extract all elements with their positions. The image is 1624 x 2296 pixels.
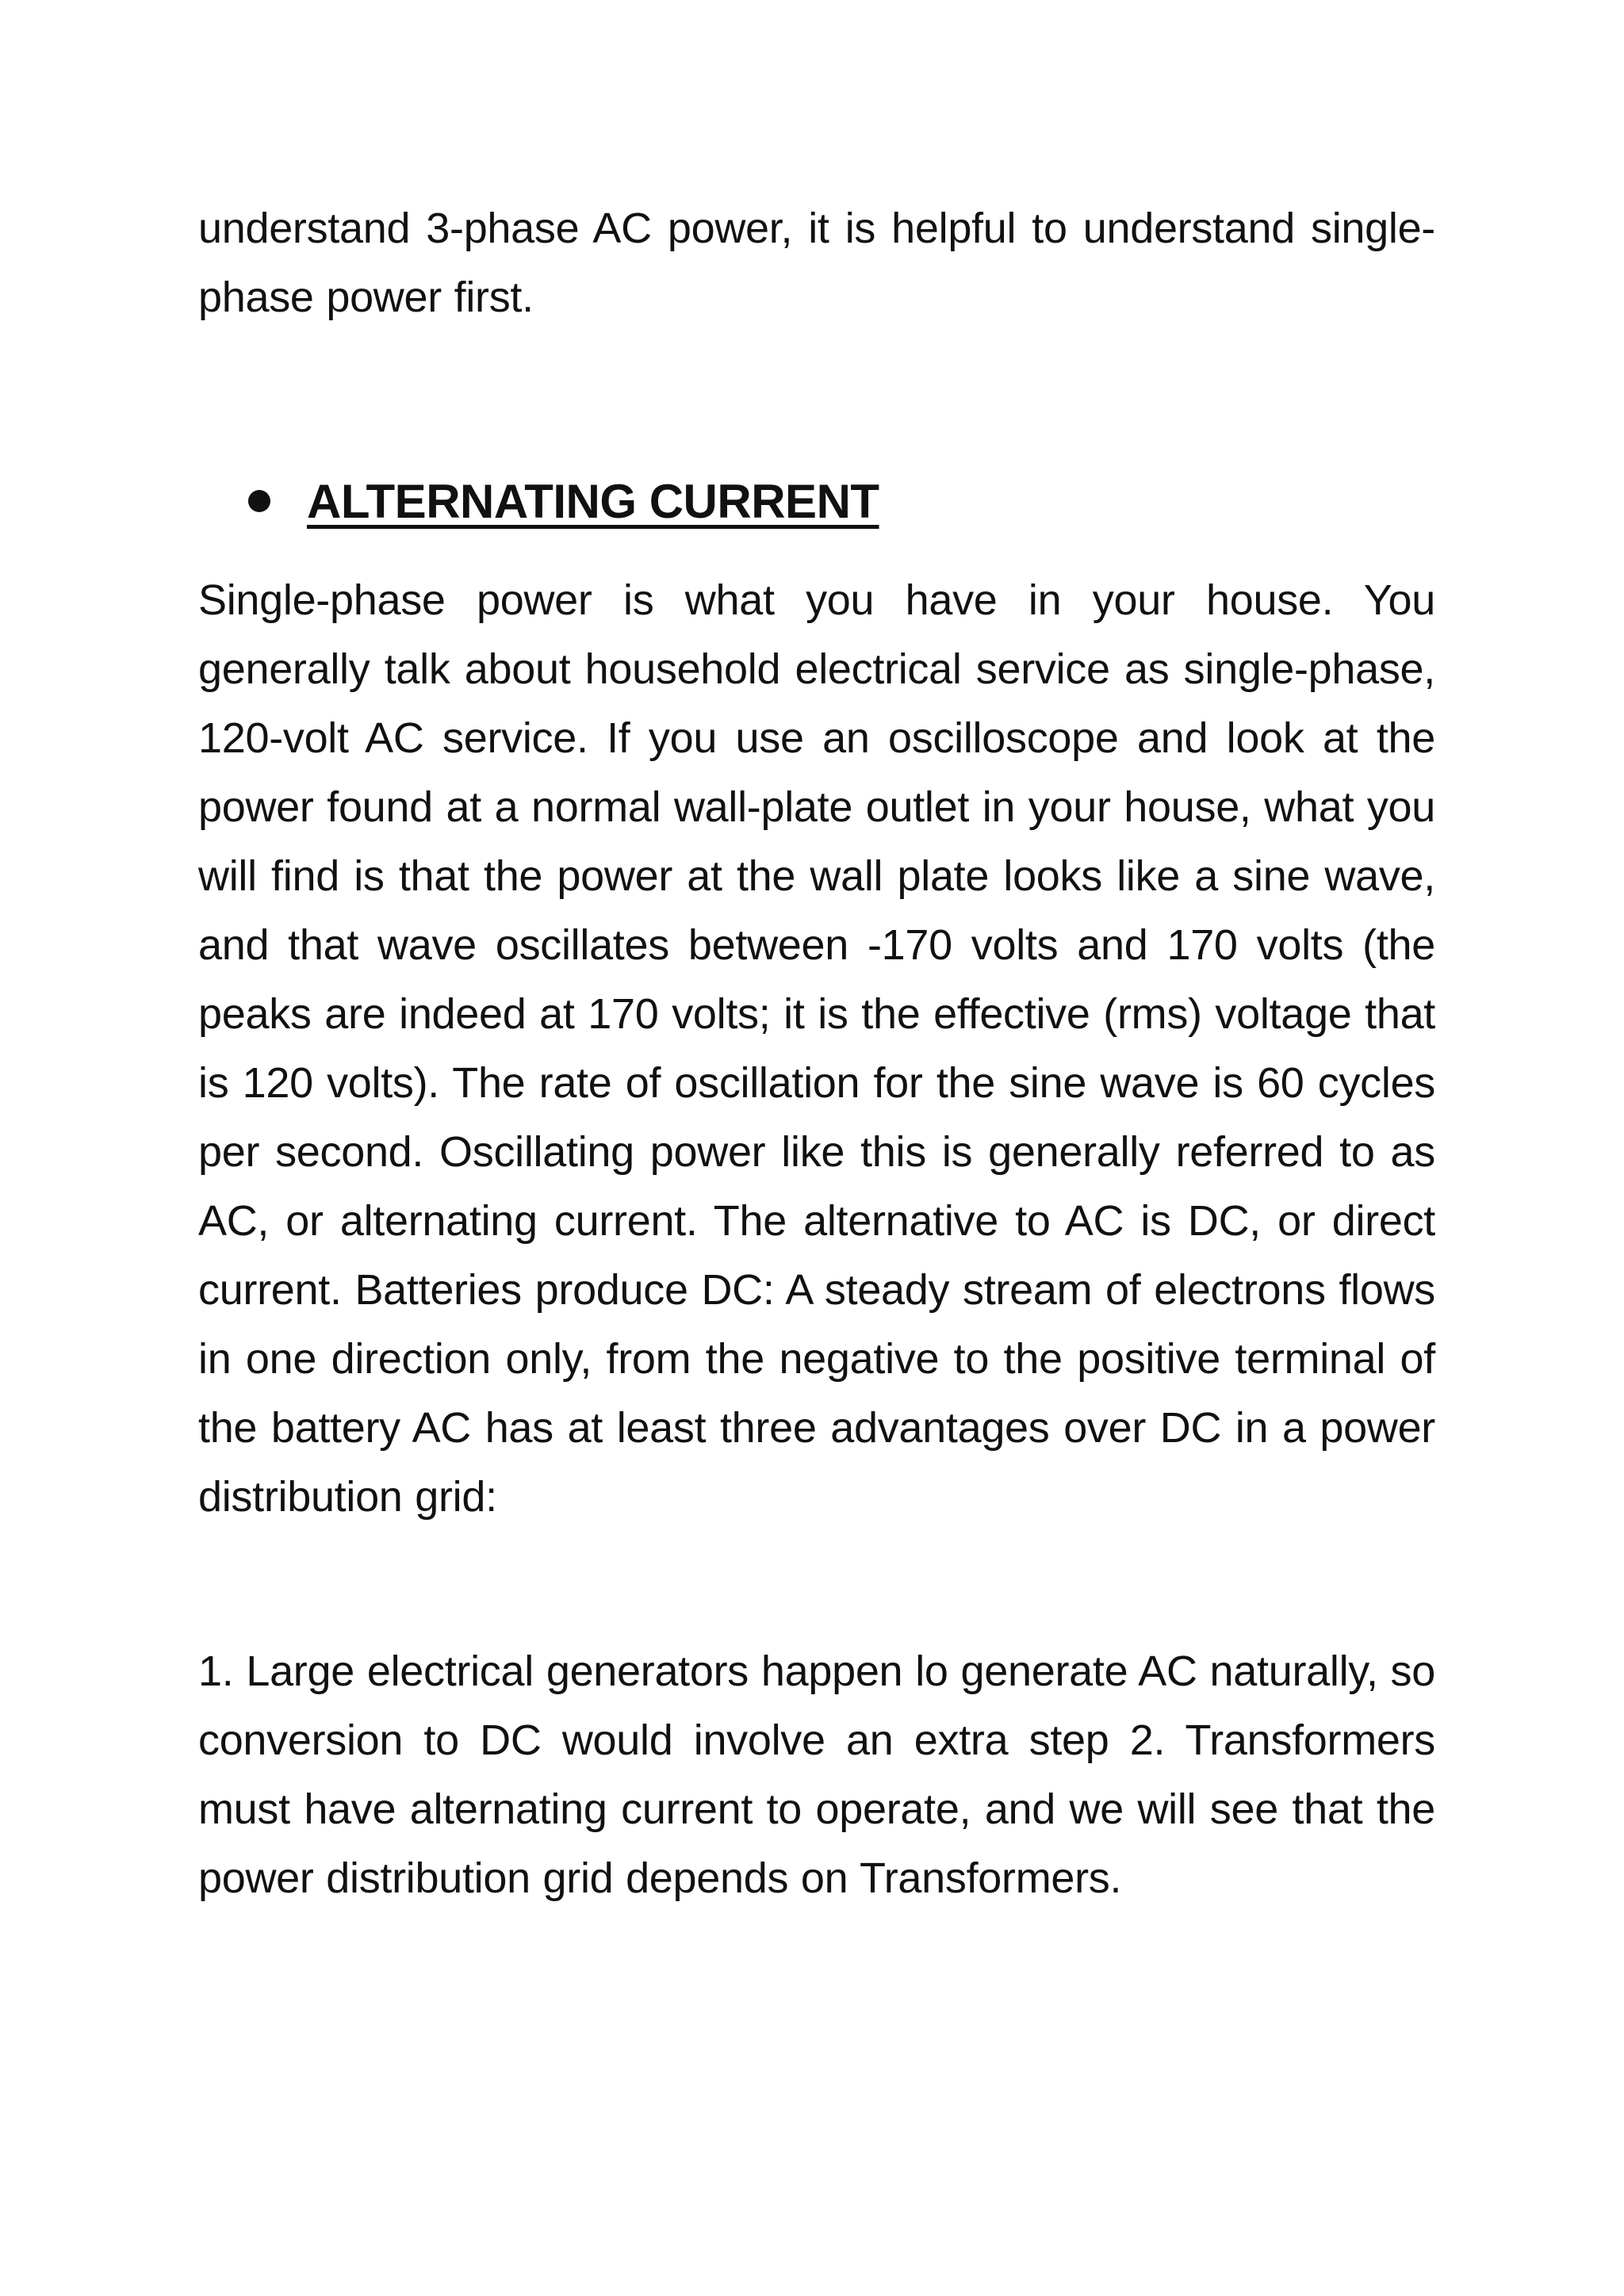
intro-paragraph bbox=[198, 194, 1435, 332]
intro-text: understand 3-phase AC power, it is helpful to understand single-phase power first. bbox=[198, 205, 1435, 321]
body-paragraph bbox=[198, 566, 1435, 1532]
bullet-icon bbox=[248, 490, 270, 512]
body-text: Single-phase power is what you have in your house. You generally talk about household electrical service as single-phase, 120-volt AC service. If you use an oscilloscope and look at the power found at a normal wall-plate outlet in your house, what you will find is that the power at the wall plate looks like a sine wave, and that wave oscillates between -170 volts and 170 volts (the peaks are indeed at 170 volts; it is the effective (rms) voltage that is 120 volts). The rate of oscillation for the sine wave is 60 cycles per second. Oscillating power like this is generally referred to as AC, or alternating current. The alternative to AC is DC, or direct current. Batteries produce DC: A steady stream of electrons flows in one direction only, from the negative to the positive terminal of the battery AC has at least three advantages over DC in a power distribution grid: bbox=[198, 576, 1435, 1521]
section-heading-row bbox=[248, 465, 879, 537]
advantages-list-text: 1. Large electrical generators happen lo generate AC naturally, so conversion to DC would involve an extra step 2. Transformers must have alternating current to operate, and we will see that the power distribution grid depends on Transformers. bbox=[198, 1647, 1435, 1902]
advantages-list-paragraph bbox=[198, 1637, 1435, 1913]
section-heading: ALTERNATING CURRENT bbox=[307, 474, 879, 528]
